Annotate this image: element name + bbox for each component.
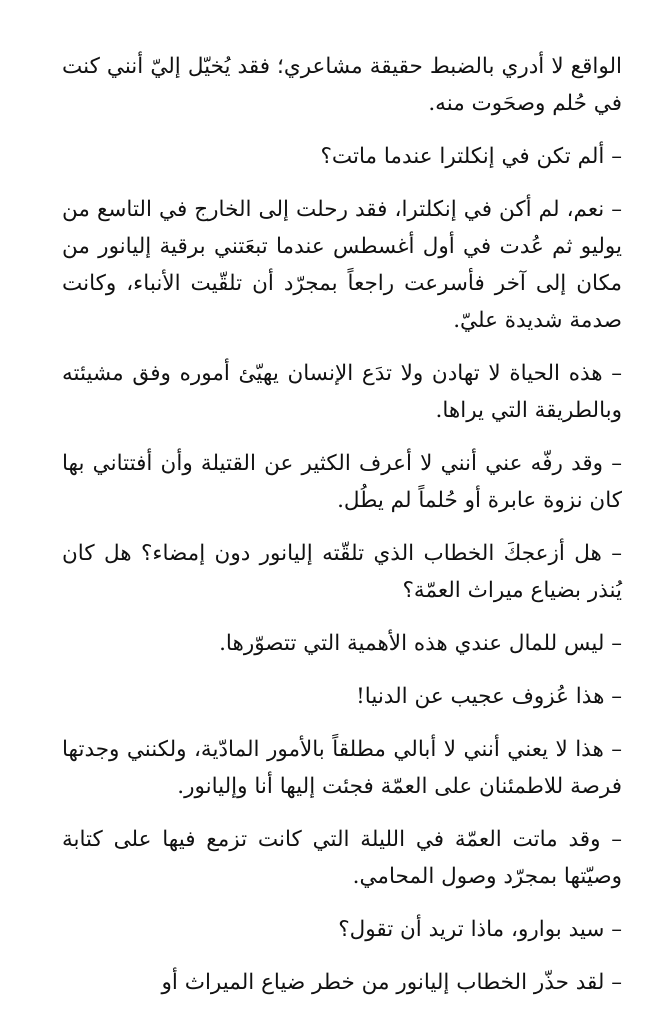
dialogue-line: – سيد بوارو، ماذا تريد أن تقول؟ — [338, 917, 622, 942]
dialogue-line: – لقد حذّر الخطاب إليانور من خطر ضياع الميراث أو — [161, 970, 622, 995]
book-page — [62, 48, 622, 1017]
text-paragraph: الواقع لا أدري بالضبط حقيقة مشاعري؛ فقد يُخيّل إليّ أنني كنت في حُلم وصحَوت منه. — [62, 54, 622, 116]
dialogue-line: – ليس للمال عندي هذه الأهمية التي تتصوّرها. — [219, 631, 622, 656]
dialogue-line: – نعم، لم أكن في إنكلترا، فقد رحلت إلى الخارج في التاسع من يوليو ثم عُدت في أول أغسطس عندما تبعَتني برقية إليانور من مكان إلى آخر فأسرعت راجعاً بمجرّد أن تلقّيت الأنباء، وكانت صدمة شديدة عليّ. — [62, 197, 622, 333]
dialogue-line: – هذا لا يعني أنني لا أبالي مطلقاً بالأمور المادّية، ولكنني وجدتها فرصة للاطمئنان على العمّة فجئت إليها أنا وإليانور. — [62, 737, 622, 799]
dialogue-line: – هذه الحياة لا تهادن ولا تدَع الإنسان يهيّئ أموره وفق مشيئته وبالطريقة التي يراها. — [62, 361, 622, 423]
dialogue-line: – وقد رفّه عني أنني لا أعرف الكثير عن القتيلة وأن أفتتاني بها كان نزوة عابرة أو حُلماً لم يطُل. — [62, 451, 622, 513]
dialogue-line: – هل أزعجكَ الخطاب الذي تلقّته إليانور دون إمضاء؟ هل كان يُنذر بضياع ميراث العمّة؟ — [62, 541, 622, 603]
dialogue-line: – وقد ماتت العمّة في الليلة التي كانت تزمع فيها على كتابة وصيّتها بمجرّد وصول المحامي. — [62, 827, 622, 889]
dialogue-line: – ألم تكن في إنكلترا عندما ماتت؟ — [320, 144, 622, 169]
dialogue-line: – هذا عُزوف عجيب عن الدنيا! — [356, 684, 622, 709]
